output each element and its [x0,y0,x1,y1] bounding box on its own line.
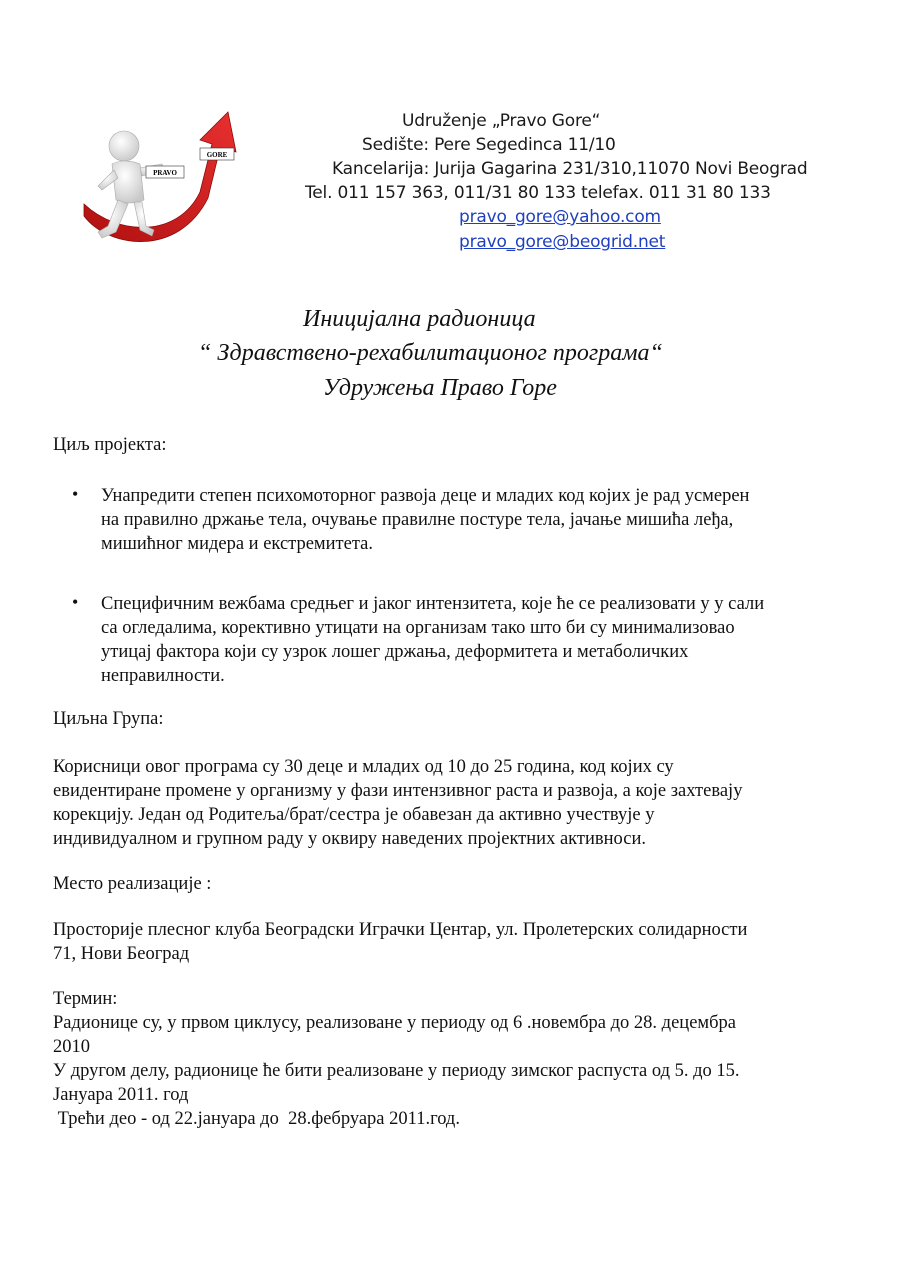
title-line-2: “ Здравствено-рехабилитационог програма“ [198,340,663,366]
place-heading: Место реализације : [53,874,212,894]
title-line-3: Удружења Право Горе [323,375,557,401]
goal-heading: Циљ пројекта: [53,435,167,455]
target-line-2: евидентиране промене у организму у фази интензивног раста и развоја, а које захтевају [53,781,743,801]
place-line-1: Просторије плесног клуба Београдски Играчки Центар, ул. Пролетерских солидарности [53,920,748,940]
bullet-2-line-3: утицај фактора који су узрок лошег држања, деформитета и метаболичких [101,642,689,662]
bullet-1-line-3: мишићног мидера и екстремитета. [101,534,373,554]
email-link-beogrid[interactable]: pravo_gore@beogrid.net [459,232,666,252]
org-office: Kancelarija: Jurija Gagarina 231/310,11070 Novi Beograd [332,159,808,179]
svg-text:PRAVO: PRAVO [153,169,177,177]
sign-gore [200,148,234,160]
target-line-4: индивидуалном и групном раду у оквиру наведених пројектних активноси. [53,829,646,849]
term-heading: Термин: [53,989,118,1009]
bullet-1-line-1: Унапредити степен психомоторног развоја деце и младих код којих је рад усмерен [101,486,750,506]
email-link-yahoo[interactable]: pravo_gore@yahoo.com [459,207,661,227]
bullet-2-line-2: са огледалима, корективно утицати на организам тако што би су минимализовао [101,618,735,638]
bullet-1-marker: • [72,484,79,504]
svg-text:GORE: GORE [206,151,228,159]
term-line-2: 2010 [53,1037,90,1057]
org-phones: Tel. 011 157 363, 011/31 80 133 telefax. 011 31 80 133 [305,183,771,203]
target-line-1: Корисници овог програма су 30 деце и младих од 10 до 25 година, код којих су [53,757,674,777]
org-seat: Sedište: Pere Segedinca 11/10 [362,135,616,155]
pravo-gore-logo [78,108,246,258]
title-line-1: Иницијална радионица [303,306,536,332]
bullet-2-line-4: неправилности. [101,666,225,686]
org-name: Udruženje „Pravo Gore“ [402,111,601,131]
bullet-2-marker: • [72,592,79,612]
term-line-3: У другом делу, радионице ће бити реализоване у периоду зимског распуста од 5. до 15. [53,1061,740,1081]
bullet-2-line-1: Специфичним вежбама средњег и јаког интензитета, које ће се реализовати у у сали [101,594,765,614]
bullet-1-line-2: на правилно држање тела, очување правилне постуре тела, јачање мишића леђа, [101,510,734,530]
place-line-2: 71, Нови Београд [53,944,190,964]
sign-pravo [146,166,184,178]
target-heading: Циљна Група: [53,709,164,729]
term-line-4: Јануара 2011. год [53,1085,189,1105]
target-line-3: корекцију. Један од Родитеља/брат/сестра је обавезан да активно учествује у [53,805,655,825]
term-line-1: Радионице су, у првом циклусу, реализоване у периоду од 6 .новембра до 28. децембра [53,1013,736,1033]
term-line-5: Трећи део - од 22.јануара до 28.фебруара 2011.год. [53,1109,460,1129]
